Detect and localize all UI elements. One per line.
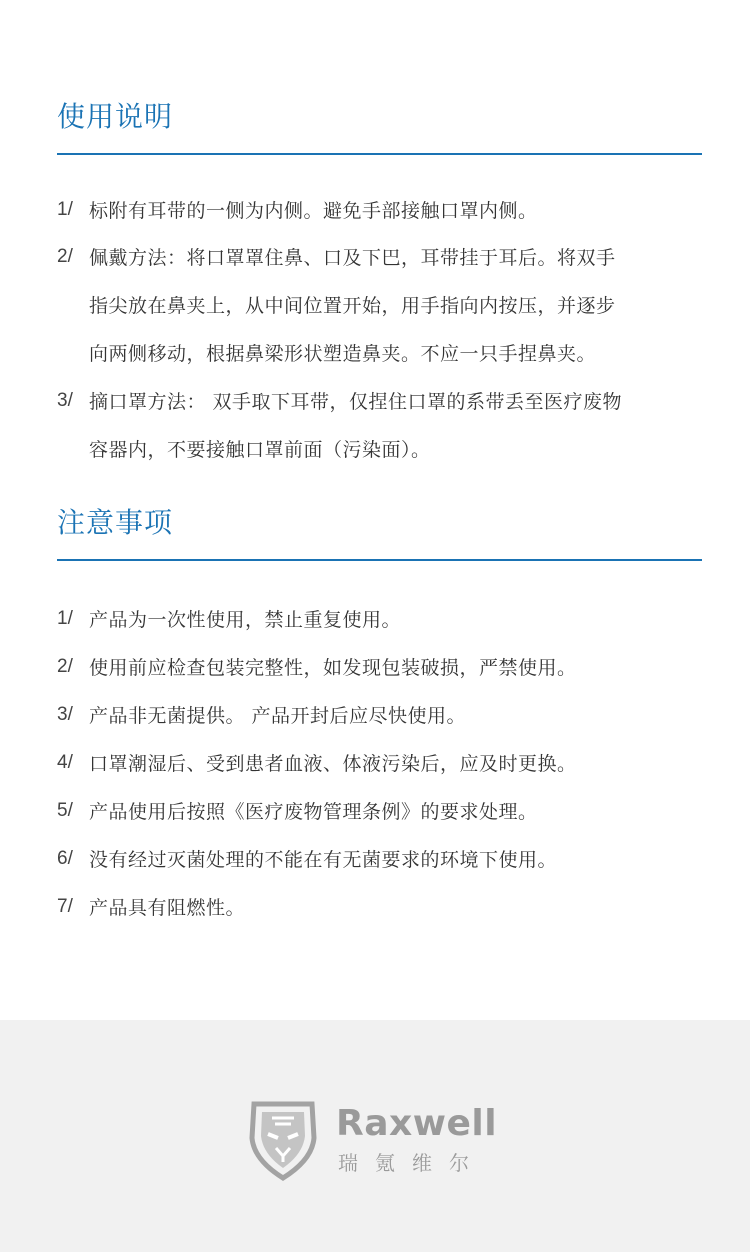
footer: [0, 1020, 750, 1252]
notes-item-2: [57, 644, 702, 692]
usage-item-1: [57, 187, 702, 235]
notes-title: 注意事项: [57, 506, 174, 539]
notes-item-3: [57, 692, 702, 740]
notes-item-7: [57, 884, 702, 932]
text-line: 容器内，不要接触口罩前面（污染面）。: [89, 439, 431, 461]
notes-item-text: 产品具有阻燃性。: [89, 897, 246, 919]
notes-item-text: 产品非无菌提供。 产品开封后应尽快使用。: [89, 705, 467, 727]
usage-section: [57, 97, 702, 137]
usage-item-text: [89, 378, 702, 474]
usage-item-text: [89, 187, 702, 235]
notes-item-number: 2/: [57, 656, 73, 677]
text-line: 标附有耳带的一侧为内侧。避免手部接触口罩内侧。: [89, 200, 538, 222]
usage-item-2: [57, 234, 702, 378]
text-line: 指尖放在鼻夹上，从中间位置开始，用手指向内按压，并逐步: [89, 295, 616, 317]
usage-item-3: [57, 378, 702, 474]
notes-item-number: 7/: [57, 896, 73, 917]
notes-item-number: 1/: [57, 608, 73, 629]
notes-section: [57, 503, 702, 543]
text-line: 向两侧移动，根据鼻梁形状塑造鼻夹。不应一只手捏鼻夹。: [89, 343, 597, 365]
usage-title: 使用说明: [57, 100, 174, 133]
notes-item-number: 6/: [57, 848, 73, 869]
notes-item-number: 3/: [57, 704, 73, 725]
notes-item-6: [57, 836, 702, 884]
usage-item-number: 3/: [57, 390, 73, 411]
notes-item-text: 产品为一次性使用，禁止重复使用。: [89, 609, 402, 631]
notes-item-5: [57, 788, 702, 836]
notes-item-text: 使用前应检查包装完整性，如发现包装破损，严禁使用。: [89, 657, 577, 679]
notes-item-number: 5/: [57, 800, 73, 821]
brand-name: Raxwell: [336, 1103, 498, 1144]
text-line: 摘口罩方法： 双手取下耳带，仅捏住口罩的系带丢至医疗废物: [89, 391, 623, 413]
notes-item-1: [57, 596, 702, 644]
brand-name-cn: 瑞氪维尔: [338, 1151, 486, 1175]
tiger-head-shield-icon: [248, 1098, 318, 1182]
notes-item-4: [57, 740, 702, 788]
usage-item-text: [89, 234, 702, 378]
usage-divider: [57, 153, 702, 155]
usage-item-number: 1/: [57, 199, 73, 220]
usage-item-number: 2/: [57, 246, 73, 267]
notes-divider: [57, 559, 702, 561]
notes-item-text: 没有经过灭菌处理的不能在有无菌要求的环境下使用。: [89, 849, 558, 871]
brand-logo: [248, 1098, 508, 1182]
text-line: 佩戴方法：将口罩罩住鼻、口及下巴，耳带挂于耳后。将双手: [89, 247, 616, 269]
notes-item-text: 产品使用后按照《医疗废物管理条例》的要求处理。: [89, 801, 538, 823]
notes-item-text: 口罩潮湿后、受到患者血液、体液污染后，应及时更换。: [89, 753, 577, 775]
notes-item-number: 4/: [57, 752, 73, 773]
